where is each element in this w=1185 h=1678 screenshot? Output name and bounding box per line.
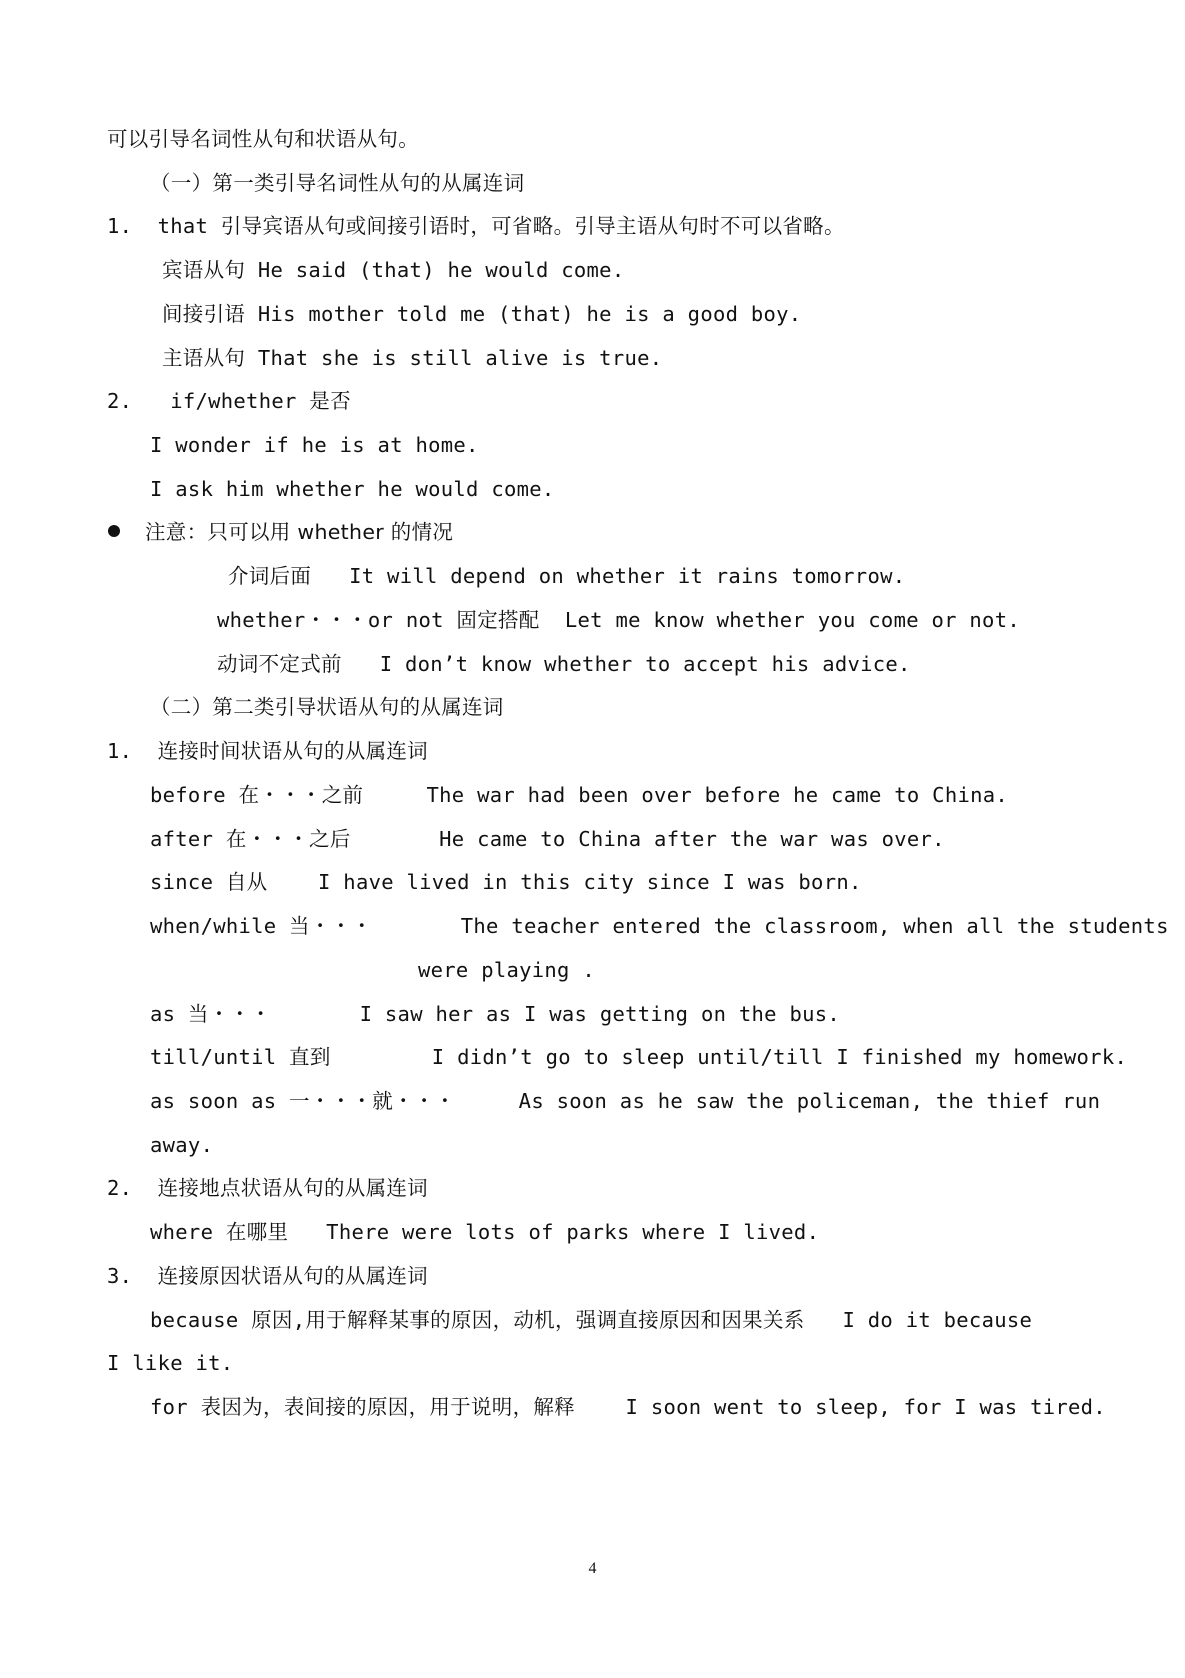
item-3-reason: 3. 连接原因状语从句的从属连词 bbox=[107, 1264, 428, 1288]
reason-for: for 表因为，表间接的原因，用于说明，解释 I soon went to sleep, for I was tired. bbox=[150, 1395, 1106, 1419]
example-subject-clause: 主语从句 That she is still alive is true. bbox=[162, 346, 663, 370]
time-after: after 在・・・之后 He came to China after the war was over. bbox=[150, 827, 945, 851]
bullet-icon bbox=[108, 525, 120, 537]
time-as: as 当・・・ I saw her as I was getting on the bus. bbox=[150, 1002, 841, 1026]
place-where: where 在哪里 There were lots of parks where I lived. bbox=[150, 1220, 820, 1244]
time-when-while: when/while 当・・・ The teacher entered the classroom, when all the students bbox=[150, 914, 1169, 938]
section-heading-1: （一）第一类引导名词性从句的从属连词 bbox=[150, 171, 525, 195]
item-2-if-whether: 2. if/whether 是否 bbox=[107, 389, 351, 413]
time-since: since 自从 I have lived in this city since I was born. bbox=[150, 870, 862, 894]
time-till-until: till/until 直到 I didn’t go to sleep until/till I finished my homework. bbox=[150, 1045, 1128, 1069]
reason-because: because 原因,用于解释某事的原因，动机，强调直接原因和因果关系 I do it because bbox=[150, 1308, 1033, 1332]
note-whether-only: 注意：只可以用 whether 的情况 bbox=[145, 520, 454, 544]
example-indirect-speech: 间接引语 His mother told me (that) he is a good boy. bbox=[162, 302, 802, 326]
note-or-not: whether・・・or not 固定搭配 Let me know whether you come or not. bbox=[217, 608, 1020, 632]
reason-because-cont: I like it. bbox=[107, 1351, 234, 1375]
section-heading-2: （二）第二类引导状语从句的从属连词 bbox=[150, 695, 504, 719]
item-1-time: 1. 连接时间状语从句的从属连词 bbox=[107, 739, 428, 763]
time-before: before 在・・・之前 The war had been over before he came to China. bbox=[150, 783, 1009, 807]
example-ask: I ask him whether he would come. bbox=[150, 477, 555, 501]
page-number: 4 bbox=[588, 1560, 597, 1577]
example-wonder: I wonder if he is at home. bbox=[150, 433, 479, 457]
intro-line: 可以引导名词性从句和状语从句。 bbox=[107, 127, 419, 151]
item-1-that: 1. that 引导宾语从句或间接引语时，可省略。引导主语从句时不可以省略。 bbox=[107, 214, 845, 238]
example-object-clause: 宾语从句 He said (that) he would come. bbox=[162, 258, 625, 282]
item-2-place: 2. 连接地点状语从句的从属连词 bbox=[107, 1176, 428, 1200]
time-as-soon-as: as soon as 一・・・就・・・ As soon as he saw the policeman, the thief run bbox=[150, 1089, 1101, 1113]
note-infinitive: 动词不定式前 I don’t know whether to accept his advice. bbox=[217, 652, 911, 676]
note-preposition: 介词后面 It will depend on whether it rains tomorrow. bbox=[228, 564, 906, 588]
time-when-while-cont: were playing . bbox=[418, 958, 595, 982]
time-as-soon-as-cont: away. bbox=[150, 1133, 214, 1157]
